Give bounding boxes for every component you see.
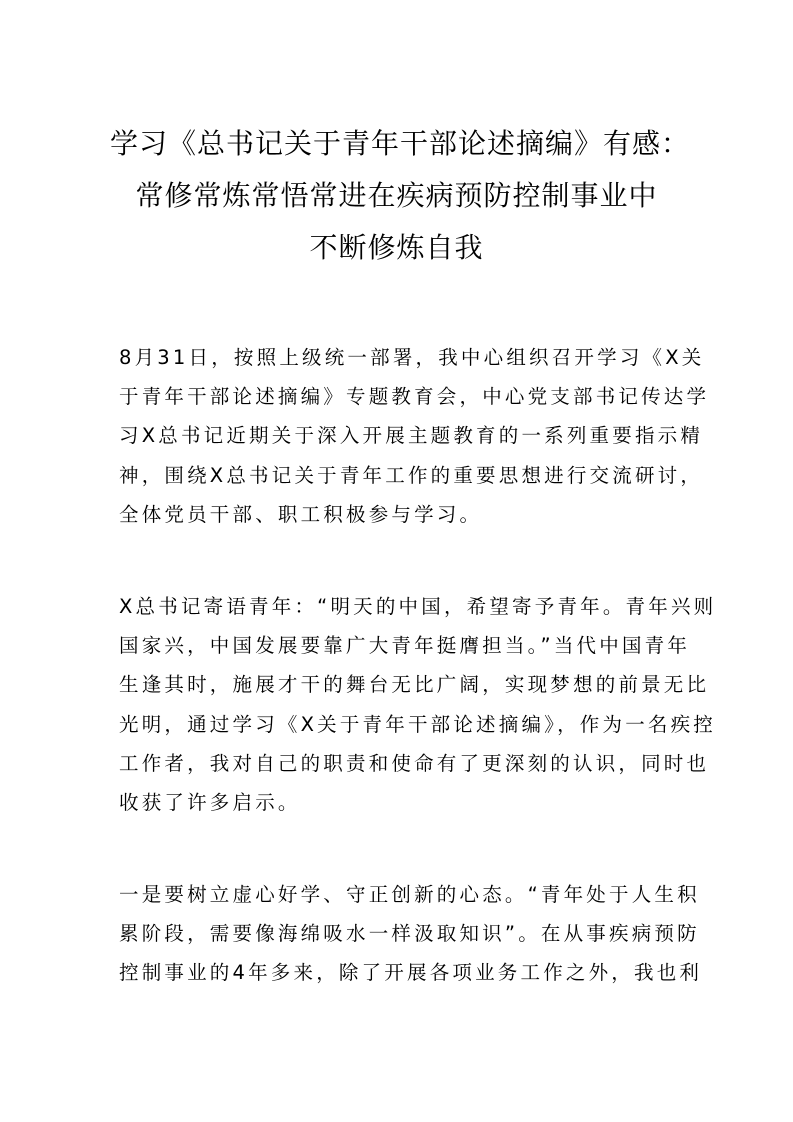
paragraph-line: 控制事业的4年多来，除了开展各项业务工作之外，我也利 [119,961,703,985]
paragraph-line: 神，围绕X总书记关于青年工作的重要思想进行交流研讨， [119,463,704,487]
paragraph-line: 生逢其时，施展才干的舞台无比广阔，实现梦想的前景无比 [119,673,710,697]
paragraph-line: X总书记寄语青年：“明天的中国，希望寄予青年。青年兴则 [119,595,717,618]
paragraph-line: 习X总书记近期关于深入开展主题教育的一系列重要指示精 [119,424,704,448]
paragraph-line: 8月31日，按照上级统一部署，我中心组织召开学习《X关 [119,346,705,369]
paragraph-line: 于青年干部论述摘编》专题教育会，中心党支部书记传达学 [119,385,710,409]
title-line: 常修常炼常悟常进在疾病预防控制事业中 [135,179,658,212]
title-line: 学习《总书记关于青年干部论述摘编》有感： [110,127,691,160]
paragraph-line: 一是要树立虚心好学、守正创新的心态。“青年处于人生积 [119,883,700,906]
title-line: 不断修炼自我 [309,231,484,264]
paragraph-meeting [119,338,710,534]
paragraph-line: 全体党员干部、职工积极参与学习。 [119,502,483,526]
paragraph-point-one [119,875,703,993]
paragraph-line: 累阶段，需要像海绵吸水一样汲取知识”。在从事疾病预防 [119,922,700,946]
paragraph-line: 国家兴，中国发展要靠广大青年挺膺担当。”当代中国青年 [119,634,691,658]
paragraph-quote [119,587,717,822]
document-title [110,118,691,274]
paragraph-line: 工作者，我对自己的职责和使命有了更深刻的认识，同时也 [119,751,710,775]
paragraph-line: 收获了许多启示。 [119,790,301,814]
paragraph-line: 光明，通过学习《X关于青年干部论述摘编》，作为一名疾控 [119,712,717,736]
